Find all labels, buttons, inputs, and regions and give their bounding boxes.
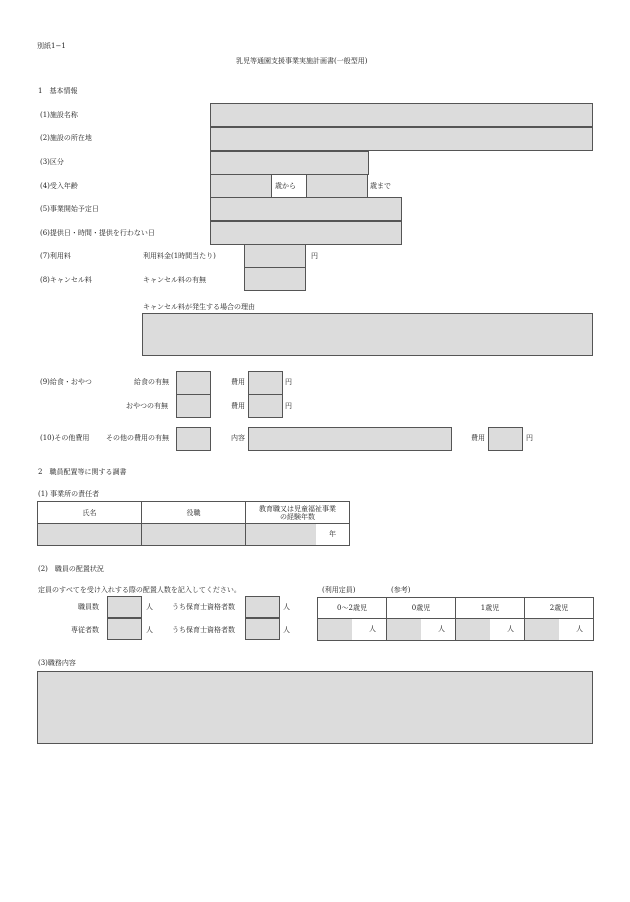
age-range-label: (4)受入年齢 xyxy=(40,182,78,190)
staff-count-label: 職員数 xyxy=(78,603,99,611)
experience-unit: 年 xyxy=(329,530,336,538)
capacity-cell-2 xyxy=(525,619,594,641)
fulltime-qualified-unit: 人 xyxy=(283,626,290,634)
age-from-unit-cell xyxy=(271,174,307,198)
meals-cost-field[interactable] xyxy=(248,371,283,395)
capacity-cell-1 xyxy=(456,619,525,641)
snack-sublabel: おやつの有無 xyxy=(126,402,168,410)
fulltime-qualified-field[interactable] xyxy=(245,618,280,640)
section-2-heading: 2 職員配置等に関する調書 xyxy=(38,468,127,476)
staff-qualified-unit: 人 xyxy=(283,603,290,611)
fee-label: (7)利用料 xyxy=(40,252,71,260)
meals-cost-label: 費用 xyxy=(231,378,245,386)
fee-sublabel: 利用料金(1時間当たり) xyxy=(143,252,216,260)
facility-name-label: (1)施設名称 xyxy=(40,111,78,119)
staff-qualified-label: うち保育士資格者数 xyxy=(172,603,235,611)
staffing-subheading: (2) 職員の配置状況 xyxy=(38,565,104,573)
col-position: 役職 xyxy=(142,502,246,524)
capacity-unit: 人 xyxy=(438,625,445,633)
fee-field[interactable] xyxy=(244,244,306,268)
age-header-1: 1歳児 xyxy=(456,598,525,619)
col-experience-line2: の経験年数 xyxy=(280,512,315,521)
fulltime-count-label: 専従者数 xyxy=(71,626,99,634)
other-fee-unit: 円 xyxy=(526,434,533,442)
capacity-unit: 人 xyxy=(507,625,514,633)
age-to-unit: 歳まで xyxy=(370,182,391,190)
other-cost-sublabel: その他の費用の有無 xyxy=(106,434,169,442)
age-from-field[interactable] xyxy=(210,174,272,198)
other-fee-label: 費用 xyxy=(471,434,485,442)
age-header-2: 2歳児 xyxy=(525,598,594,619)
service-days-label: (6)提供日・時間・提供を行わない日 xyxy=(40,229,155,237)
meals-field[interactable] xyxy=(176,371,211,395)
document-title: 乳児等通園支援事業実施計画書(一般型用) xyxy=(236,57,368,65)
fulltime-qualified-label: うち保育士資格者数 xyxy=(172,626,235,634)
staffing-note: 定員のすべてを受け入れする際の配置人数を記入してください。 xyxy=(38,586,241,594)
capacity-table xyxy=(317,597,594,641)
col-name: 氏名 xyxy=(38,502,142,524)
col-experience-line1: 教育職又は児童福祉事業 xyxy=(259,504,336,513)
age-header-0: 0歳児 xyxy=(387,598,456,619)
cancel-reason-field[interactable] xyxy=(142,313,593,356)
duties-subheading: (3)職務内容 xyxy=(38,659,76,667)
capacity-field-0[interactable] xyxy=(387,619,421,640)
capacity-field-1[interactable] xyxy=(456,619,490,640)
staff-count-field[interactable] xyxy=(107,596,142,618)
manager-position-field[interactable] xyxy=(142,524,246,546)
other-content-field[interactable] xyxy=(248,427,452,451)
snack-cost-field[interactable] xyxy=(248,394,283,418)
staff-qualified-field[interactable] xyxy=(245,596,280,618)
age-from-unit: 歳から xyxy=(275,182,296,190)
staff-count-unit: 人 xyxy=(146,603,153,611)
capacity-cell-0 xyxy=(387,619,456,641)
document-id: 別紙1−1 xyxy=(37,42,66,50)
manager-table xyxy=(37,501,350,546)
meals-cost-unit: 円 xyxy=(285,378,292,386)
capacity-unit: 人 xyxy=(369,625,376,633)
start-date-label: (5)事業開始予定日 xyxy=(40,205,99,213)
cancel-field[interactable] xyxy=(244,267,306,291)
manager-experience-field[interactable] xyxy=(246,524,316,545)
capacity-field-2[interactable] xyxy=(525,619,559,640)
section-1-heading: 1 基本情報 xyxy=(38,87,78,95)
snack-cost-label: 費用 xyxy=(231,402,245,410)
facility-address-field[interactable] xyxy=(210,127,593,151)
category-label: (3)区分 xyxy=(40,158,64,166)
other-cost-field[interactable] xyxy=(176,427,211,451)
fee-unit: 円 xyxy=(311,252,318,260)
cancel-label: (8)キャンセル料 xyxy=(40,276,92,284)
cancel-sublabel: キャンセル料の有無 xyxy=(143,276,206,284)
meals-label: (9)給食・おやつ xyxy=(40,378,92,386)
duties-field[interactable] xyxy=(37,671,593,744)
manager-subheading: (1) 事業所の責任者 xyxy=(38,490,100,498)
snack-cost-unit: 円 xyxy=(285,402,292,410)
fulltime-count-field[interactable] xyxy=(107,618,142,640)
cancel-reason-label: キャンセル料が発生する場合の理由 xyxy=(143,303,255,311)
meals-sublabel: 給食の有無 xyxy=(134,378,169,386)
snack-field[interactable] xyxy=(176,394,211,418)
manager-experience-cell xyxy=(246,524,350,546)
facility-name-field[interactable] xyxy=(210,103,593,127)
facility-address-label: (2)施設の所在地 xyxy=(40,134,92,142)
age-header-0-2: 0〜2歳児 xyxy=(318,598,387,619)
capacity-cell-0-2 xyxy=(318,619,387,641)
other-fee-field[interactable] xyxy=(488,427,523,451)
other-cost-label: (10)その他費用 xyxy=(40,434,90,442)
fulltime-count-unit: 人 xyxy=(146,626,153,634)
service-days-field[interactable] xyxy=(210,221,402,245)
capacity-label: (利用定員) xyxy=(322,586,356,594)
col-experience xyxy=(246,502,350,524)
capacity-field-0-2[interactable] xyxy=(318,619,352,640)
capacity-unit: 人 xyxy=(576,625,583,633)
reference-label: (参考) xyxy=(391,586,411,594)
other-content-label: 内容 xyxy=(231,434,245,442)
category-field[interactable] xyxy=(210,151,369,175)
start-date-field[interactable] xyxy=(210,197,402,221)
manager-name-field[interactable] xyxy=(38,524,142,546)
age-to-field[interactable] xyxy=(306,174,368,198)
